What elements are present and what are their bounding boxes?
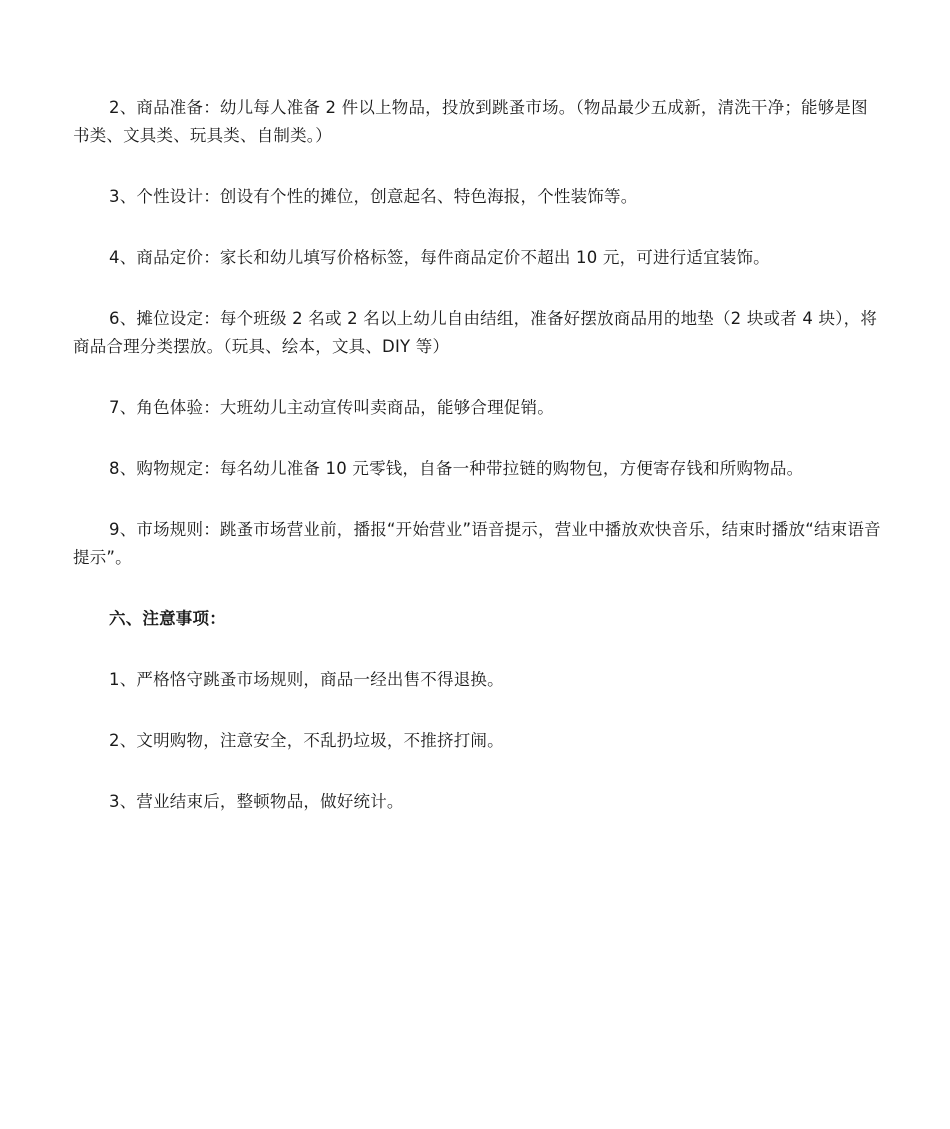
- paragraph-pricing: 4、商品定价：家长和幼儿填写价格标签，每件商品定价不超出 10 元，可进行适宜装饰。: [109, 248, 770, 267]
- note-item-1: 1、严格恪守跳蚤市场规则，商品一经出售不得退换。: [109, 670, 504, 689]
- note-item-2: 2、文明购物，注意安全，不乱扔垃圾，不推挤打闹。: [109, 731, 504, 750]
- paragraph-goods-prep: 2、商品准备：幼儿每人准备 2 件以上物品，投放到跳蚤市场。（物品最少五成新，清洗干净；能够是图书类、文具类、玩具类、自制类。）: [73, 98, 868, 145]
- paragraph-shopping-rules: 8、购物规定：每名幼儿准备 10 元零钱，自备一种带拉链的购物包，方便寄存钱和所购物品。: [109, 459, 804, 478]
- paragraph-role-experience: 7、角色体验：大班幼儿主动宣传叫卖商品，能够合理促销。: [109, 398, 554, 417]
- paragraph-personal-design: 3、个性设计：创设有个性的摊位，创意起名、特色海报，个性装饰等。: [109, 187, 638, 206]
- note-item-3: 3、营业结束后，整顿物品，做好统计。: [109, 792, 404, 811]
- section-heading-notes: 六、注意事项：: [109, 609, 226, 628]
- paragraph-market-rules: 9、市场规则：跳蚤市场营业前，播报“开始营业”语音提示，营业中播放欢快音乐，结束时播放“结束语音提示”。: [73, 520, 881, 567]
- paragraph-booth-setup: 6、摊位设定：每个班级 2 名或 2 名以上幼儿自由结组，准备好摆放商品用的地垫（2 块或者 4 块），将商品合理分类摆放。（玩具、绘本，文具、DIY 等）: [73, 309, 878, 356]
